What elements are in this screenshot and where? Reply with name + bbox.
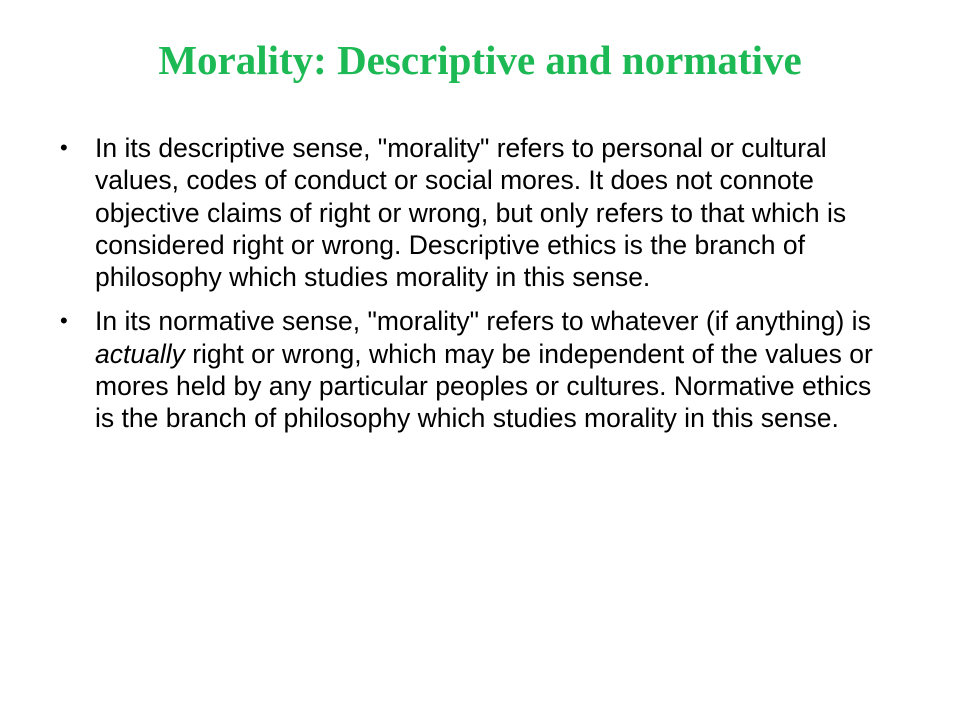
- bullet-text-segment: right or wrong, which may be independent of the values or mores held by any particular peoples or cultures. Normative ethics is the branch of philosophy which studies morality in this sense.: [95, 338, 873, 434]
- bullet-dot-icon: •: [60, 308, 68, 334]
- bullet-text-segment: In its descriptive sense, "morality" refers to personal or cultural values, codes of conduct or social mores. It does not connote objective claims of right or wrong, but only refers to that which is considered right or wrong. Descriptive ethics is the branch of philosophy which studies morality in this sense.: [95, 133, 847, 293]
- bullet-text-emphasis: actually: [95, 338, 185, 369]
- bullet-text: [95, 133, 846, 292]
- bullet-text-segment: In its normative sense, "morality" refers to whatever (if anything) is: [95, 306, 871, 337]
- bullet-item-normative: [60, 305, 880, 434]
- bullet-item-descriptive: [60, 132, 880, 293]
- bullet-dot-icon: •: [60, 135, 68, 160]
- slide-title: Morality: Descriptive and normative: [158, 37, 802, 83]
- bullet-text: [95, 306, 873, 433]
- bullet-list: [60, 132, 880, 447]
